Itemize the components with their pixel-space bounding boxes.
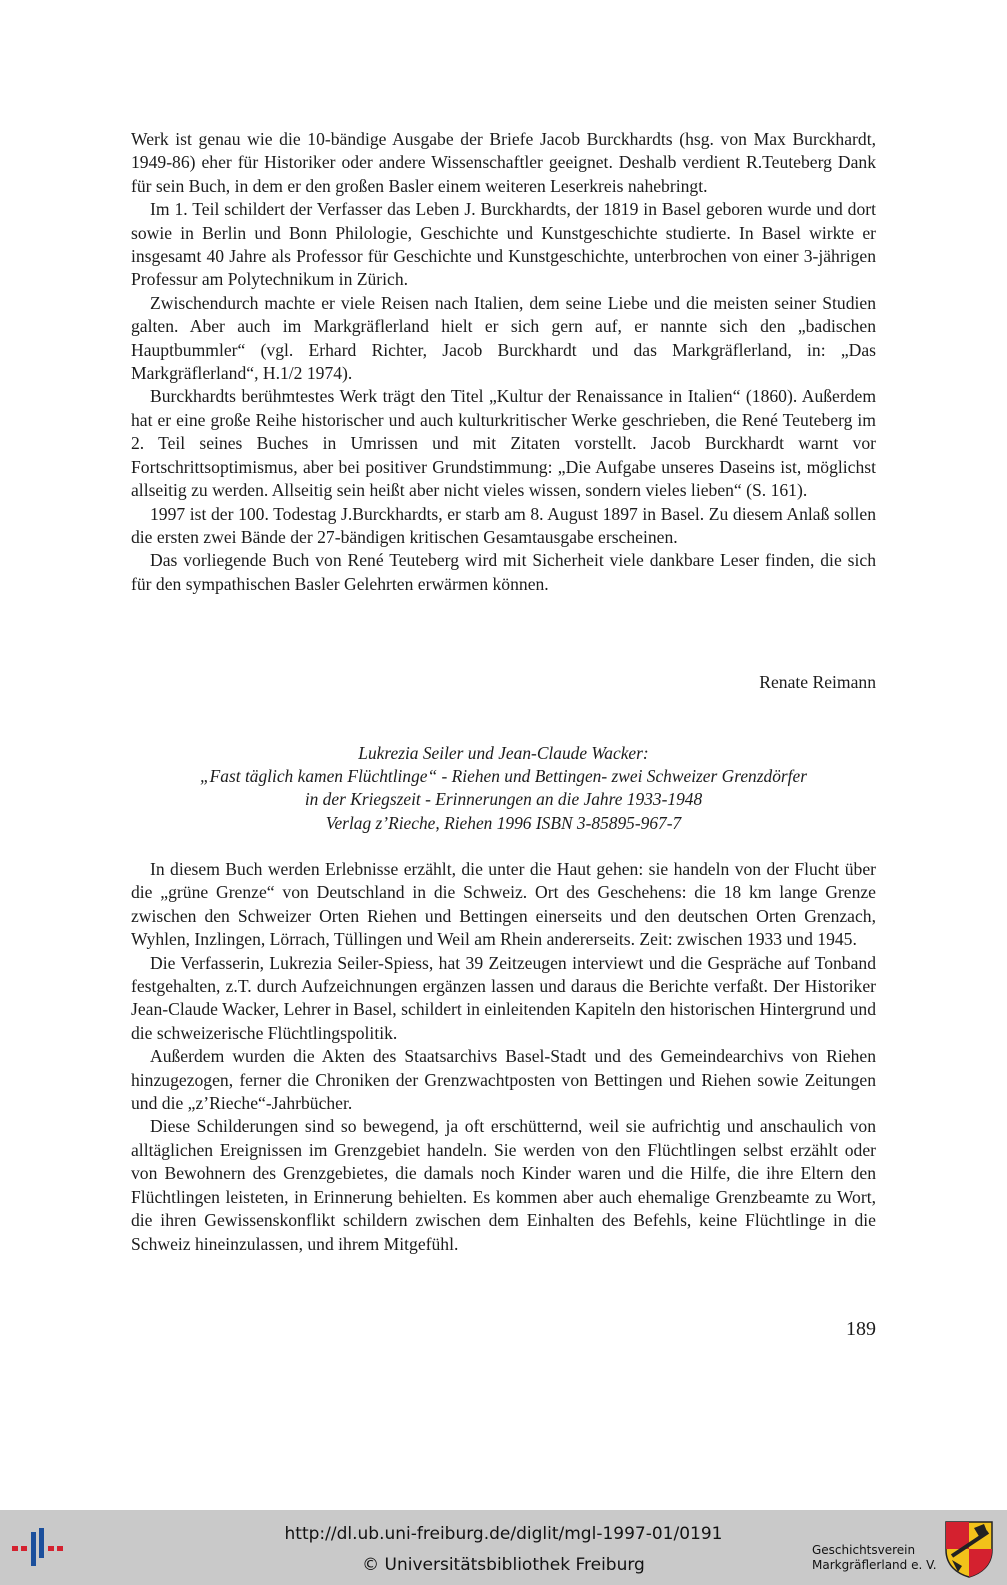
paragraph: Diese Schilderungen sind so bewegend, ja oft erschütternd, weil sie aufrichtig und anschaulich von alltäglichen Ereignissen im Grenzgebiet handeln. Sie werden von den Flüchtlingen selbst erzählt oder von Bewohnern des Grenzgebietes, die damals noch Kinder waren und die Hilfe, die ihre Eltern den Flüchtlingen leisteten, in Erinnerung behielten. Es kommen aber auch ehemalige Grenzbeamte zu Wort, die ihren Gewissenskonflikt schildern zwischen dem Einhalten des Befehls, keine Flüchtlinge in die Schweiz hineinzulassen, und ihrem Mitgefühl.: [131, 1116, 876, 1254]
citation-publisher: Verlag z’Rieche, Riehen 1996 ISBN 3-85895-967-7: [325, 812, 682, 833]
paragraph: Außerdem wurden die Akten des Staatsarchivs Basel-Stadt und des Gemeindearchivs von Riehen hinzugezogen, ferner die Chroniken der Grenzwachtposten von Bettingen und Riehen sowie Zeitungen und die „z’Rieche“-Jahrbücher.: [131, 1046, 876, 1114]
paragraph: Das vorliegende Buch von René Teuteberg wird mit Sicherheit viele dankbare Leser finden, die sich für den sympathischen Basler Gelehrten erwärmen können.: [131, 550, 876, 594]
paragraph: Zwischendurch machte er viele Reisen nach Italien, dem seine Liebe und die meisten seiner Studien galten. Aber auch im Markgräflerland hielt er sich gern auf, er nannte sich den „badischen Hauptbummler“ (vgl. Erhard Richter, Jacob Burckhardt und das Markgräflerland, in: „Das Markgräflerland“, H.1/2 1974).: [131, 292, 876, 384]
review-1-signature: Renate Reimann: [759, 672, 876, 692]
footer-bar: [0, 1510, 1007, 1585]
review-2-citation: [131, 742, 876, 835]
review-1-text: [131, 128, 876, 596]
footer-url[interactable]: http://dl.ub.uni-freiburg.de/diglit/mgl-1997-01/0191: [284, 1524, 723, 1544]
paragraph: Die Verfasserin, Lukrezia Seiler-Spiess, hat 39 Zeitzeugen interviewt und die Gespräche auf Tonband festgehalten, z.T. durch Aufzeichnungen ergänzen lassen und daraus die Berichte verfaßt. Der Historiker Jean-Claude Wacker, Lehrer in Basel, schildert in einleitenden Kapiteln den historischen Hintergrund und die schweizerische Flüchtlingspolitik.: [131, 952, 876, 1043]
paragraph: Burckhardts berühmtestes Werk trägt den Titel „Kultur der Renaissance in Italien“ (1860). Außerdem hat er eine große Reihe historischer und auch kulturkritischer Werke geschrieben, die René Teuteberg im 2. Teil seines Buches in Umrissen und mit Zitaten vorstellt. Jacob Burckhardt warnt vor Fortschrittsoptimismus, aber bei positiver Grundstimmung: „Die Aufgabe unseres Daseins ist, möglichst allseitig zu werden. Allseitig sein heißt aber nicht vieles wissen, sondern vieles lieben“ (S. 161).: [131, 386, 876, 501]
paragraph: 1997 ist der 100. Todestag J.Burckhardts, er starb am 8. August 1897 in Basel. Zu diesem Anlaß sollen die ersten zwei Bände der 27-bändigen kritischen Gesamtausgabe erscheinen.: [131, 503, 876, 547]
coat-of-arms-icon: [944, 1520, 994, 1578]
paragraph: Werk ist genau wie die 10-bändige Ausgabe der Briefe Jacob Burckhardts (hsg. von Max Burckhardt, 1949-86) eher für Historiker oder andere Wissenschaftler geeignet. Deshalb verdient R.Teuteberg Dank für sein Buch, in dem er den großen Basler einem weiteren Leserkreis nahebringt.: [131, 129, 876, 196]
page-number: 189: [846, 1318, 876, 1340]
footer-copyright: © Universitätsbibliothek Freiburg: [362, 1555, 645, 1575]
society-line-1: Geschichtsverein: [812, 1543, 916, 1557]
paragraph: In diesem Buch werden Erlebnisse erzählt, die unter die Haut gehen: sie handeln von der Flucht über die „grüne Grenze“ von Deutschland in die Schweiz. Ort des Geschehens: die 18 km lange Grenze zwischen den Schweizer Orten Riehen und Bettingen einerseits und den deutschen Orten Grenzach, Wyhlen, Inzlingen, Lörrach, Tüllingen und Weil am Rhein andererseits. Zeit: zwischen 1933 und 1945.: [131, 859, 876, 950]
citation-title: „Fast täglich kamen Flüchtlinge“ - Riehen und Bettingen- zwei Schweizer Grenzdörfer: [200, 766, 807, 787]
society-line-2: Markgräflerland e. V.: [812, 1558, 937, 1572]
review-2-text: [131, 858, 876, 1256]
citation-subtitle: in der Kriegszeit - Erinnerungen an die Jahre 1933-1948: [304, 789, 703, 810]
citation-authors: Lukrezia Seiler und Jean-Claude Wacker:: [358, 743, 649, 763]
footer-society-name: [812, 1543, 937, 1573]
paragraph: Im 1. Teil schildert der Verfasser das Leben J. Burckhardts, der 1819 in Basel geboren wurde und dort sowie in Berlin und Bonn Philologie, Geschichte und Kunstgeschichte studierte. In Basel wirkte er insgesamt 40 Jahre als Professor für Geschichte und Kunstgeschichte, unterbrochen von einer 3-jährigen Professur am Polytechnikum in Zürich.: [131, 199, 876, 290]
